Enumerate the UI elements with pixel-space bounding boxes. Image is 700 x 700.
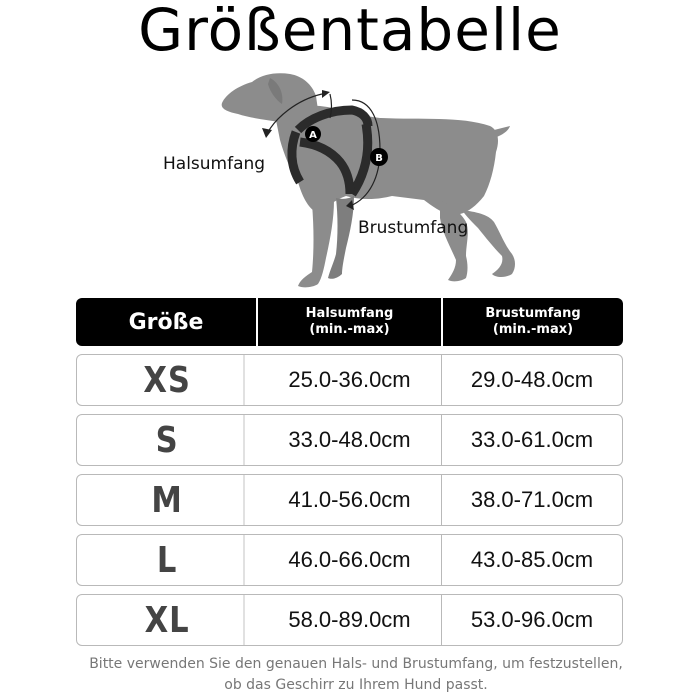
table-row [76,414,623,466]
header-neck [258,298,443,346]
marker-a [305,126,321,142]
chest-cell: 33.0-61.0cm [470,427,594,452]
header-neck-title: Halsumfang [305,306,394,321]
dog-harness-illustration [0,0,700,300]
page-title: Größentabelle [138,0,562,64]
chest-cell: 38.0-71.0cm [470,487,594,512]
table-row [76,534,623,586]
fit-instructions: Bitte verwenden Sie den genauen Hals- und Brustumfang, um festzustellen, ob das Geschirr zu Ihrem Hund passt. [89,656,623,693]
chest-cell: 43.0-85.0cm [470,547,594,572]
header-neck-range: (min.-max) [309,322,390,337]
size-cell: XL [91,595,245,645]
table-row [76,594,623,646]
chest-cell: 53.0-96.0cm [470,607,594,632]
header-size: Größe [76,298,258,346]
marker-a-label: A [309,130,317,141]
neck-cell: 41.0-56.0cm [258,475,442,525]
size-cell: XS [91,355,245,405]
chest-girth-label: Brustumfang [358,218,469,238]
neck-cell: 58.0-89.0cm [258,595,442,645]
header-chest [443,298,623,346]
neck-cell: 46.0-66.0cm [258,535,442,585]
neck-cell: 33.0-48.0cm [258,415,442,465]
size-table [76,298,623,646]
dog-silhouette [222,73,515,287]
neck-cell: 25.0-36.0cm [258,355,442,405]
chest-cell: 29.0-48.0cm [470,367,594,392]
marker-b-label: B [375,153,383,164]
size-cell: L [91,535,245,585]
table-row [76,474,623,526]
header-chest-range: (min.-max) [492,322,574,337]
size-cell: M [91,475,245,525]
table-header [76,298,623,346]
marker-b [370,148,388,166]
header-chest-title: Brustumfang [485,306,581,321]
table-row [76,354,623,406]
neck-girth-label: Halsumfang [163,154,266,174]
size-cell: S [91,415,245,465]
